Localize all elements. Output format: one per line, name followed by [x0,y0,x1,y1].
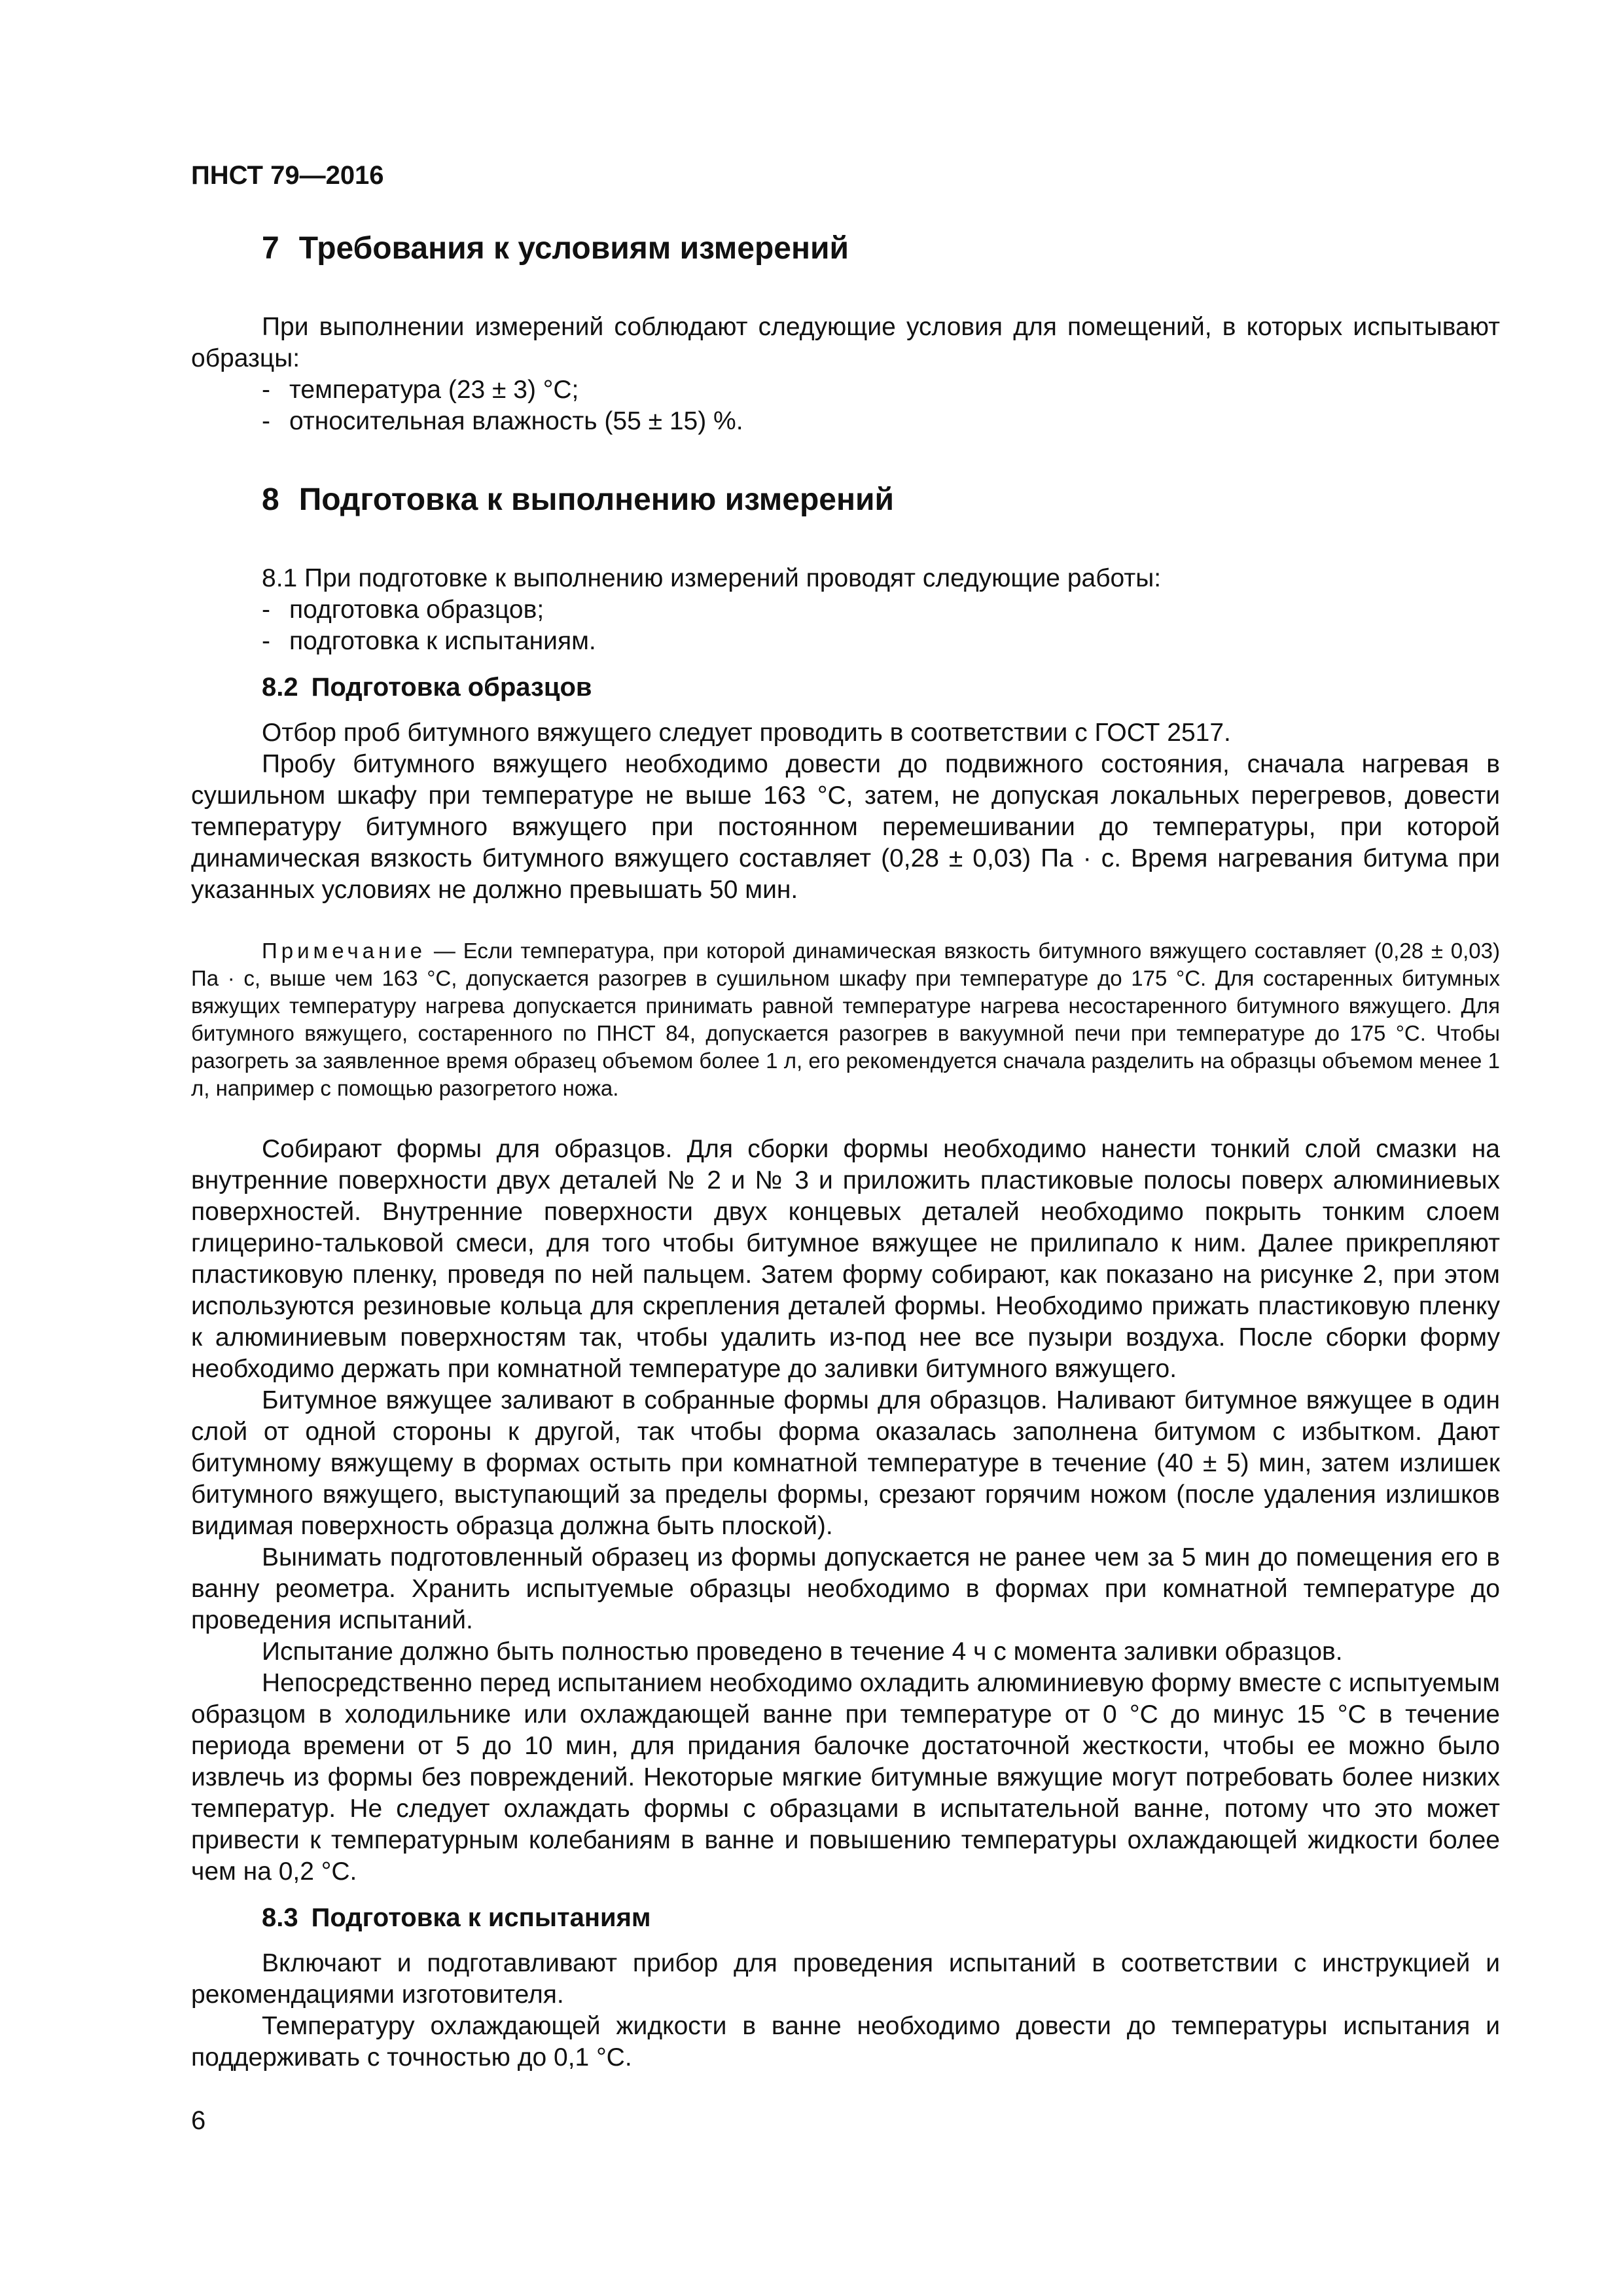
note [191,937,1500,1102]
paragraph-8-1: 8.1 При подготовке к выполнению измерений проводят следующие работы: [262,564,1162,592]
list-item: - подготовка образцов; [262,596,544,624]
section-8-title: Подготовка к выполнению измерений [298,482,894,517]
paragraph: Непосредственно перед испытанием необходимо охладить алюминиевую форму вместе с испытуемым образцом в холодильнике или охлаждающей ванне при температуре от 0 °С до минус 15 °С в течение периода времени от 5 до 10 мин, для придания балочке достаточной жесткости, чтобы ее можно было извлечь из формы без повреждений. Некоторые мягкие битумные вяжущие могут потребовать более низких температур. Не следует охлаждать формы с образцами в испытательной ванне, потому что это может привести к температурным колебаниям в ванне и повышению температуры охлаждающей жидкости более чем на 0,2 °С. [191,1669,1500,1886]
page-number: 6 [191,2106,206,2135]
section-7-number: 7 [262,231,279,266]
section-7-heading [191,228,1500,270]
list-item: - температура (23 ± 3) °С; [262,376,579,404]
section-8-number: 8 [262,482,279,517]
paragraph: Испытание должно быть полностью проведено в течение 4 ч с момента заливки образцов. [262,1638,1343,1666]
document-code: ПНСТ 79—2016 [191,161,384,190]
section-7-intro: При выполнении измерений соблюдают следующие условия для помещений, в которых испытывают образцы: [191,313,1500,372]
note-text: — Если температура, при которой динамическая вязкость битумного вяжущего составляет (0,28 ± 0,03) Па · с, выше чем 163 °С, допускается разогрев в сушильном шкафу при температуре до 175 °С. Для состаренных битумных вяжущих температуру нагрева допускается принимать равной температуре нагрева несостаренного битумного вяжущего. Для битумного вяжущего, состаренного по ПНСТ 84, допускается разогрев в вакуумной печи при температуре до 175 °С. Чтобы разогреть за заявленное время образец объемом более 1 л, его рекомендуется сначала разделить на образцы объемом менее 1 л, например с помощью разогретого ножа. [191,939,1500,1100]
document-page [191,157,1500,2073]
list-item: - относительная влажность (55 ± 15) %. [262,407,743,435]
paragraph: Собирают формы для образцов. Для сборки формы необходимо нанести тонкий слой смазки на внутренние поверхности двух деталей № 2 и № 3 и приложить пластиковые полосы поверх алюминиевых поверхностей. Внутренние поверхности двух концевых деталей необходимо покрыть тонким слоем глицерино-тальковой смеси, для того чтобы битумное вяжущее не прилипало к ним. Далее прикрепляют пластиковую пленку, проведя по ней пальцем. Затем форму собирают, как показано на рисунке 2, при этом используются резиновые кольца для скрепления деталей формы. Необходимо прижать пластиковую пленку к алюминиевым поверхностям так, чтобы удалить из-под нее все пузыри воздуха. После сборки форму необходимо держать при комнатной температуре до заливки битумного вяжущего. [191,1135,1500,1383]
section-7-title: Требования к условиям измерений [298,231,849,266]
section-8-heading [191,479,1500,521]
paragraph: Битумное вяжущее заливают в собранные формы для образцов. Наливают битумное вяжущее в один слой от одной стороны к другой, так чтобы форма оказалась заполнена битумом с избытком. Дают битумному вяжущему в формах остыть при комнатной температуре в течение (40 ± 5) мин, затем излишек битумного вяжущего, выступающий за пределы формы, срезают горячим ножом (после удаления излишков видимая поверхность образца должна быть плоской). [191,1386,1500,1540]
list-item: - подготовка к испытаниям. [262,627,596,655]
section-7-conditions-list [191,374,1500,437]
subsection-8-3-heading: 8.3 Подготовка к испытаниям [262,1903,651,1932]
paragraph: Пробу битумного вяжущего необходимо довести до подвижного состояния, сначала нагревая в сушильном шкафу при температуре не выше 163 °С, затем, не допуская локальных перегревов, довести температуру битумного вяжущего при постоянном перемешивании до температуры, при которой динамическая вязкость битумного вяжущего составляет (0,28 ± 0,03) Па · с. Время нагревания битума при указанных условиях не должно превышать 50 мин. [191,750,1500,904]
paragraph: Температуру охлаждающей жидкости в ванне необходимо довести до температуры испытания и поддерживать с точностью до 0,1 °С. [191,2012,1500,2072]
section-8-1-works-list [191,594,1500,657]
subsection-8-2-heading: 8.2 Подготовка образцов [262,673,592,702]
paragraph: Отбор проб битумного вяжущего следует проводить в соответствии с ГОСТ 2517. [262,719,1231,747]
paragraph: Включают и подготавливают прибор для проведения испытаний в соответствии с инструкцией и рекомендациями изготовителя. [191,1949,1500,2009]
note-label: Примечание [262,939,427,963]
paragraph: Вынимать подготовленный образец из формы допускается не ранее чем за 5 мин до помещения его в ванну реометра. Хранить испытуемые образцы необходимо в формах при комнатной температуре до проведения испытаний. [191,1543,1500,1634]
